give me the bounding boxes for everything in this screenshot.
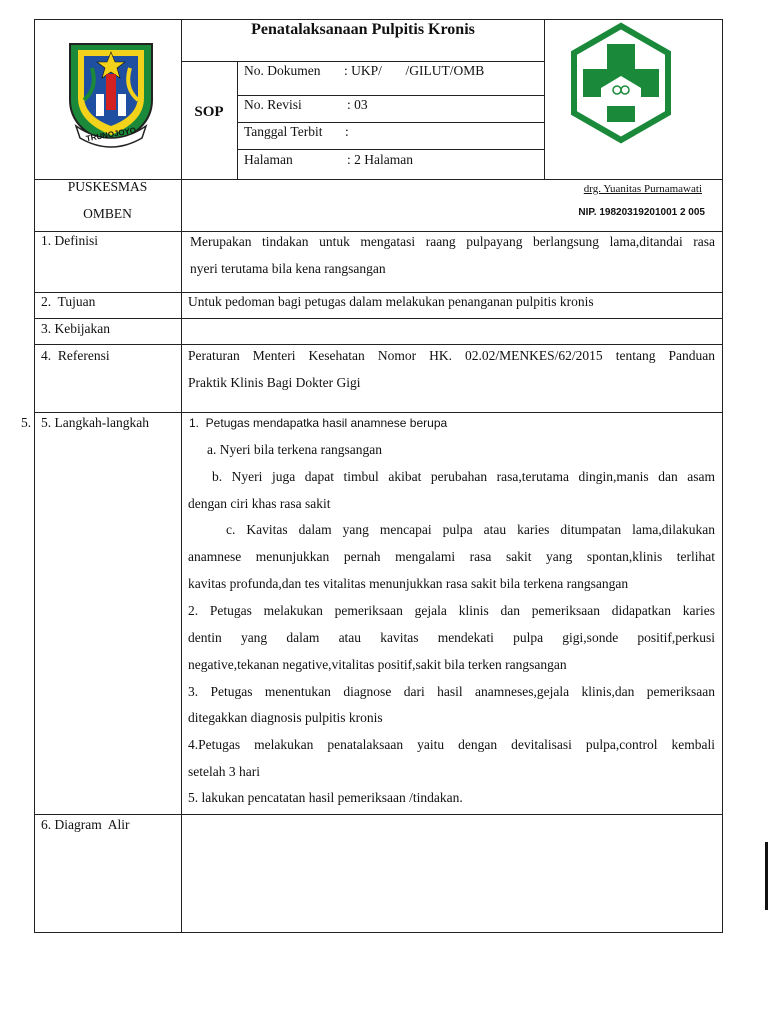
step-1a: a. Nyeri bila terkena rangsangan	[207, 442, 383, 457]
tujuan-text: Untuk pedoman bagi petugas dalam melakukan penanganan pulpitis kronis	[188, 294, 594, 309]
table-border-top	[34, 19, 723, 20]
doc-row-bottom	[237, 95, 545, 96]
step-2-line1: 2. Petugas melakukan pemeriksaan gejala klinis dan pemeriksaan didapatkan karies	[188, 603, 715, 618]
step-5: 5. lakukan pencatatan hasil pemeriksaan /tindakan.	[188, 790, 463, 805]
tujuan-row-bottom	[34, 318, 723, 319]
referensi-label: 4. Referensi	[41, 348, 110, 363]
puskesmas-logo	[569, 22, 673, 144]
langkah-label: 5. Langkah-langkah	[41, 415, 149, 430]
step-3-line1: 3. Petugas menentukan diagnose dari hasil anamneses,gejala klinis,dan pemeriksaan	[188, 684, 715, 699]
revision-value: : 03	[347, 97, 368, 112]
date-row-bottom	[237, 149, 545, 150]
issue-date-value: :	[345, 124, 349, 139]
rev-row-bottom	[237, 122, 545, 123]
title-row-bottom	[181, 61, 545, 62]
step-3-line2: ditegakkan diagnosis pulpitis kronis	[188, 710, 383, 725]
definisi-label: 1. Definisi	[41, 233, 98, 248]
table-border-right	[722, 19, 723, 932]
step-2-line2: dentin yang dalam atau kavitas mendekati pulpa gigi,sonde positif,perkusi	[188, 630, 715, 645]
column-divider	[181, 19, 182, 932]
step-4-line2: setelah 3 hari	[188, 764, 260, 779]
page-count-label: Halaman	[244, 152, 293, 167]
doc-number-value: : UKP/ /GILUT/OMB	[344, 63, 485, 78]
document-title: Penatalaksanaan Pulpitis Kronis	[251, 21, 475, 38]
table-border-bottom	[34, 932, 723, 933]
langkah-row-bottom	[34, 814, 723, 815]
step-1c-line1: c. Kavitas dalam yang mencapai pulpa atau karies ditumpatan lama,dilakukan	[226, 522, 715, 537]
tujuan-label: 2. Tujuan	[41, 294, 96, 309]
step-1c-line3: kavitas profunda,dan tes vitalitas menunjukkan rasa sakit bila terkena rangsangan	[188, 576, 629, 591]
step-1b-line2: dengan ciri khas rasa sakit	[188, 496, 331, 511]
referensi-row-bottom	[34, 412, 723, 413]
health-cross-icon	[569, 22, 673, 144]
step-1b-line1: b. Nyeri juga dapat timbul akibat perubahan rasa,terutama dingin,manis dan asam	[212, 469, 715, 484]
regency-logo-motto: TRUNOJOYO	[85, 125, 137, 144]
page-count-value: : 2 Halaman	[347, 152, 413, 167]
step-1: 1. Petugas mendapatka hasil anamnese berupa	[189, 416, 448, 430]
table-border-left	[34, 19, 35, 932]
signatory-name: drg. Yuanitas Purnamawati	[583, 183, 702, 195]
definisi-text-line2: nyeri terutama bila kena rangsangan	[190, 261, 386, 276]
signatory-nip: NIP. 19820319201001 2 005	[578, 207, 705, 218]
header-divider-right	[544, 19, 545, 179]
puskesmas-location: OMBEN	[83, 206, 132, 221]
sop-divider	[237, 61, 238, 179]
referensi-text-line1: Peraturan Menteri Kesehatan Nomor HK. 02.02/MENKES/62/2015 tentang Panduan	[188, 348, 715, 363]
step-1c-line2: anamnese menunjukkan pernah mengalami rasa sakit yang spontan,klinis terlihat	[188, 549, 715, 564]
doc-number-label: No. Dokumen	[244, 63, 321, 78]
referensi-text-line2: Praktik Klinis Bagi Dokter Gigi	[188, 375, 361, 390]
sop-label: SOP	[194, 104, 224, 120]
definisi-text-line1: Merupakan tindakan untuk mengatasi raang pulpayang berlangsung lama,ditandai rasa	[190, 234, 715, 249]
revision-label: No. Revisi	[244, 97, 302, 112]
step-2-line3: negative,tekanan negative,vitalitas positif,sakit bila terken rangsangan	[188, 657, 567, 672]
step-4-line1: 4.Petugas melakukan penatalaksaan yaitu dengan devitalisasi pulpa,control kembali	[188, 737, 715, 752]
kebijakan-label: 3. Kebijakan	[41, 321, 110, 336]
diagram-label: 6. Diagram Alir	[41, 817, 130, 832]
definisi-row-bottom	[34, 292, 723, 293]
margin-mark: 5.	[21, 415, 32, 430]
issue-date-label: Tanggal Terbit	[244, 124, 323, 139]
regency-logo	[62, 38, 160, 148]
puskesmas-label: PUSKESMAS	[67, 179, 148, 194]
